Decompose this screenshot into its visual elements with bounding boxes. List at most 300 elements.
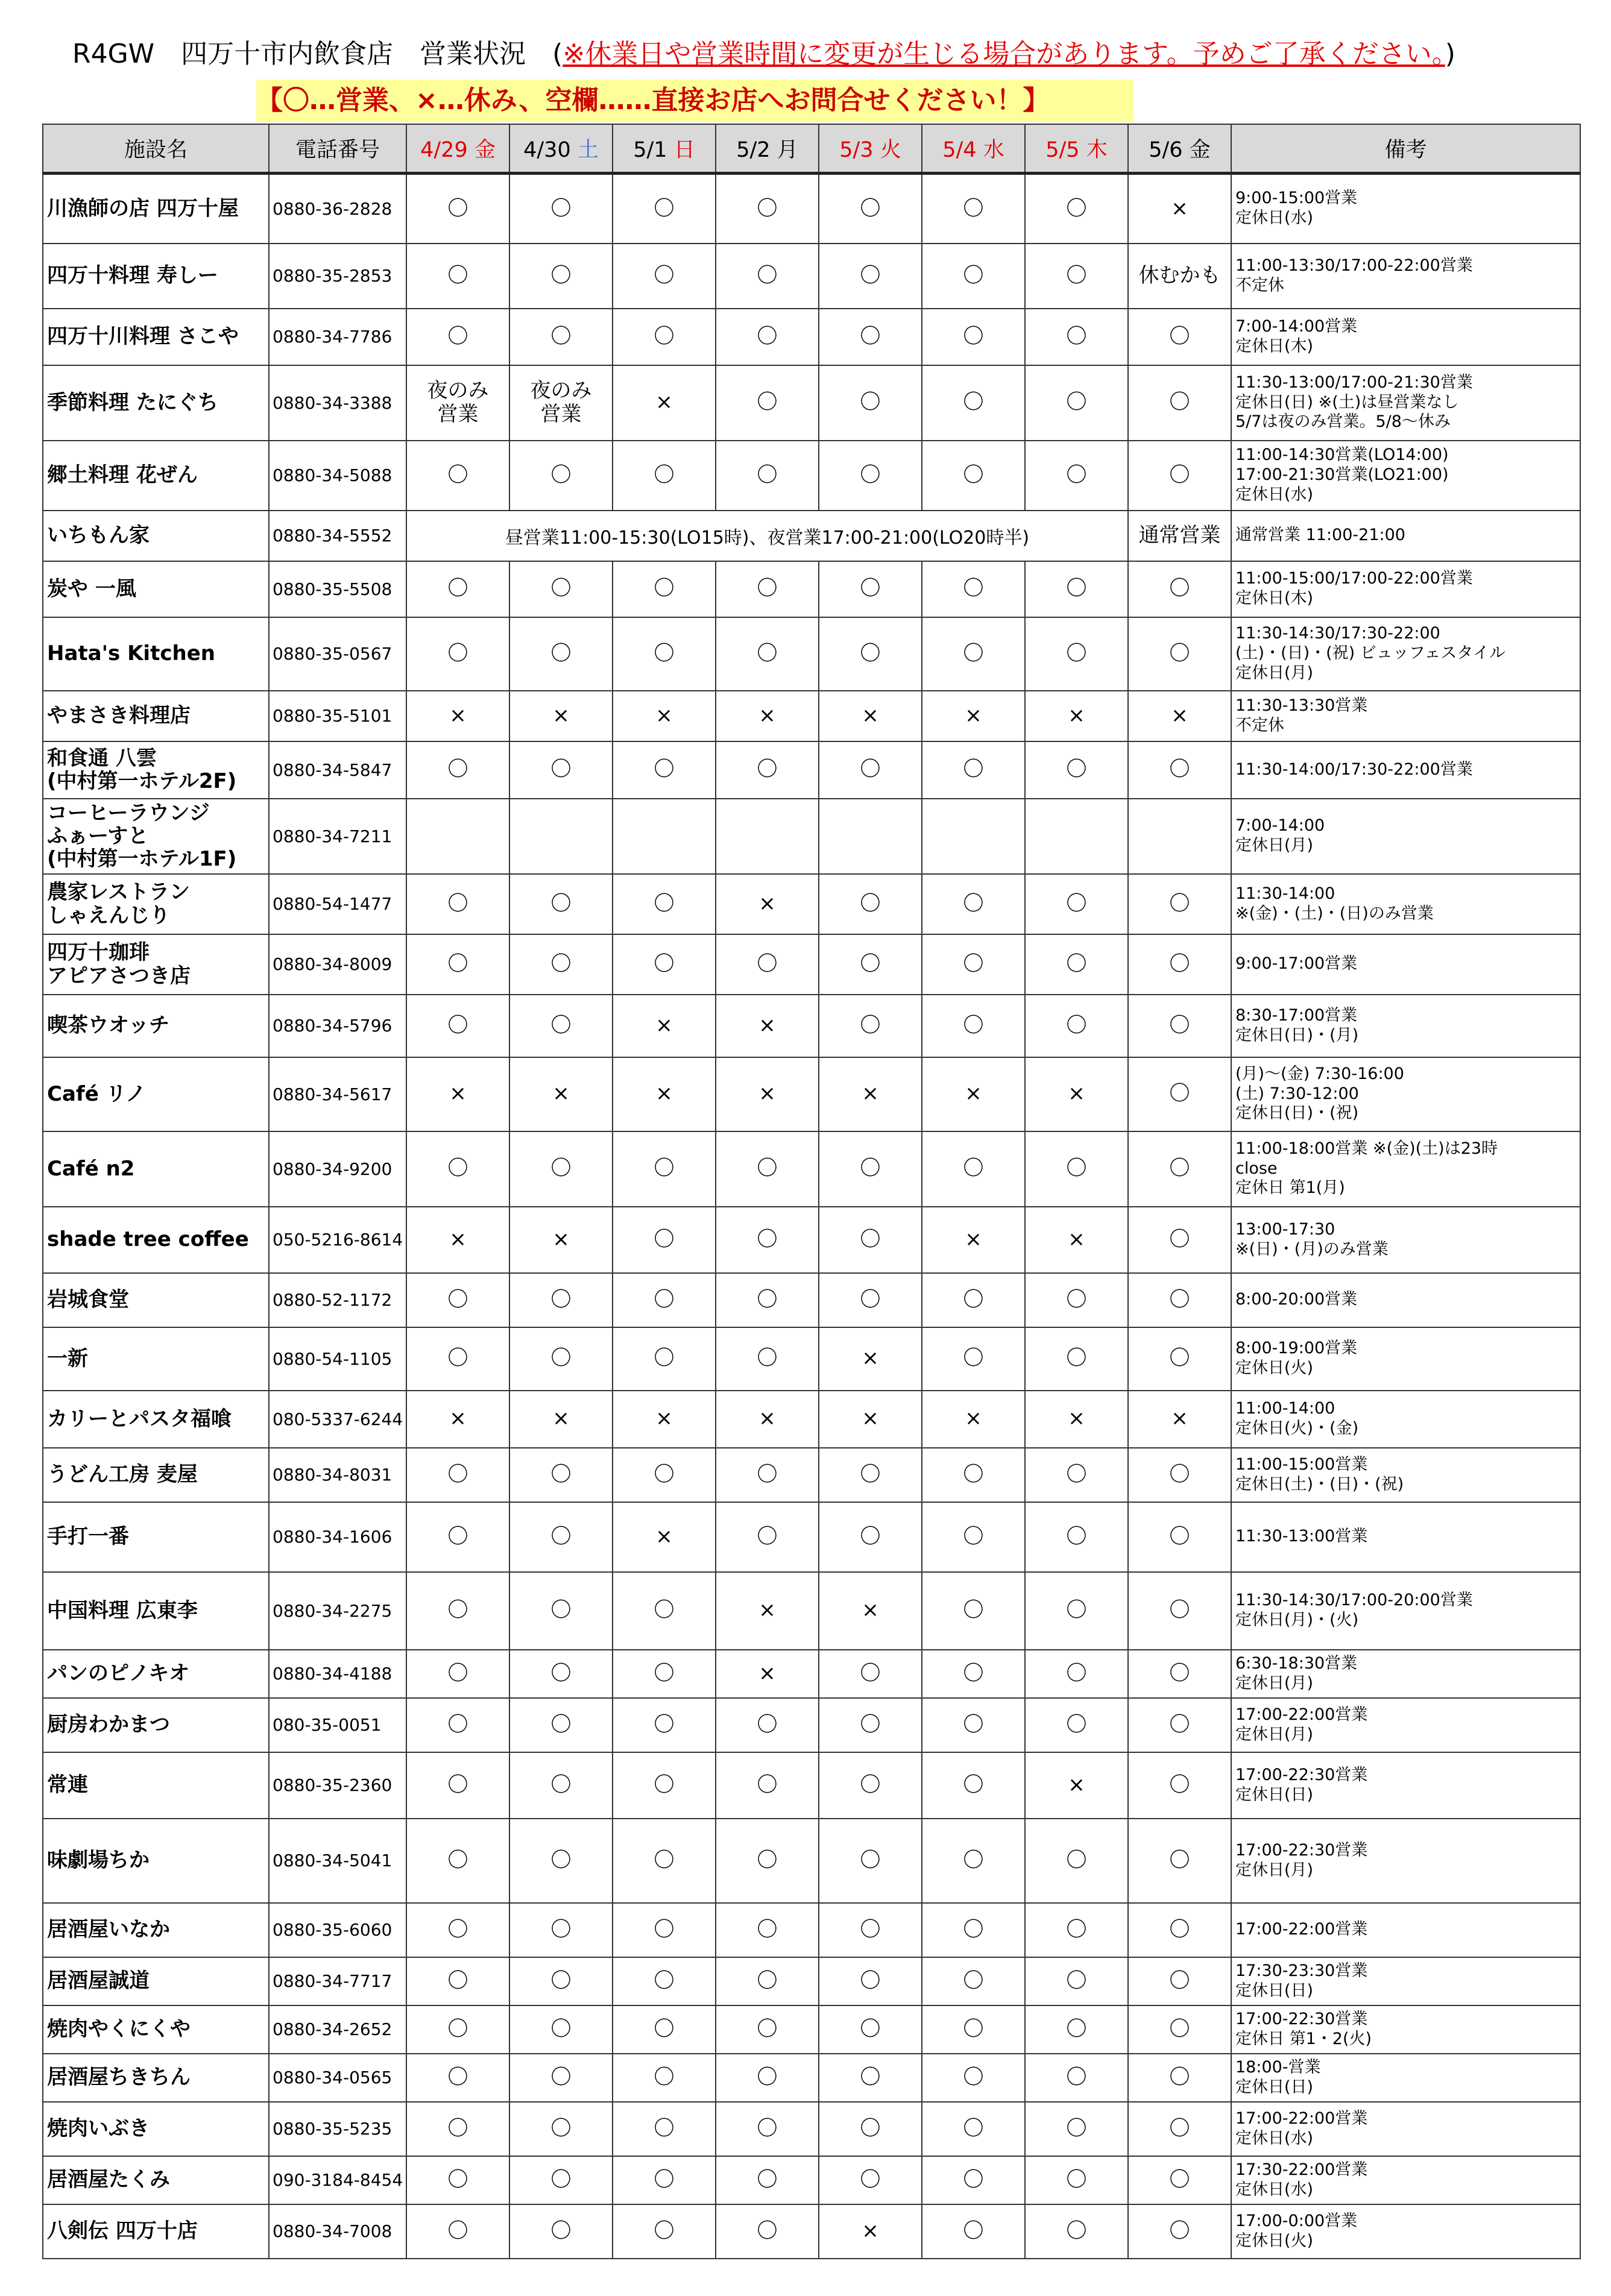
day-status: [406, 799, 509, 874]
store-name: いちもん家: [43, 511, 269, 561]
day-status: [1128, 799, 1231, 874]
day-status: 〇: [509, 1698, 613, 1752]
phone-number: 0880-34-5847: [269, 741, 406, 799]
phone-number: 0880-34-2275: [269, 1572, 406, 1650]
table-row: [43, 741, 1580, 799]
header-day-date: 5/1: [633, 138, 667, 162]
day-status: 〇: [613, 2054, 716, 2102]
store-name: 味劇場ちか: [43, 1819, 269, 1903]
day-status: 〇: [716, 1819, 819, 1903]
day-status: 〇: [613, 1131, 716, 1207]
day-status: 〇: [1128, 2102, 1231, 2156]
day-status: 〇: [406, 741, 509, 799]
day-status: ×: [1128, 691, 1231, 741]
day-status: 〇: [1025, 1957, 1128, 2005]
day-status: ×: [406, 1391, 509, 1448]
store-note: 11:30-14:30/17:30-22:00 (土)・(日)・(祝) ビュッフェスタイル 定休日(月): [1231, 617, 1580, 691]
header-day-7: [1025, 124, 1128, 174]
day-status: 〇: [509, 1327, 613, 1391]
day-status: 〇: [819, 1957, 922, 2005]
day-status: ×: [716, 1572, 819, 1650]
day-status: 〇: [1025, 1650, 1128, 1698]
title-warning: ※休業日や営業時間に変更が生じる場合があります。予めご了承ください。: [563, 39, 1445, 69]
day-status: 〇: [406, 1650, 509, 1698]
day-status: ×: [1025, 1391, 1128, 1448]
day-status: ×: [1025, 1057, 1128, 1131]
day-status: 〇: [406, 2102, 509, 2156]
day-status: 〇: [716, 741, 819, 799]
header-day-8: [1128, 124, 1231, 174]
day-status: 〇: [922, 617, 1025, 691]
day-status: 〇: [1128, 1057, 1231, 1131]
day-status: [716, 799, 819, 874]
day-status: 〇: [922, 2005, 1025, 2054]
header-day-dow: 月: [777, 138, 798, 162]
day-status: 〇: [613, 1957, 716, 2005]
day-status: 〇: [613, 309, 716, 365]
store-note: 11:00-15:00/17:00-22:00営業 定休日(木): [1231, 561, 1580, 617]
day-status: 〇: [613, 174, 716, 244]
day-status: 〇: [509, 441, 613, 511]
table-row: [43, 2156, 1580, 2204]
day-status: 〇: [1025, 1698, 1128, 1752]
table-row: [43, 174, 1580, 244]
day-status: ×: [1128, 1391, 1231, 1448]
day-status: 〇: [819, 741, 922, 799]
day-status: 〇: [406, 874, 509, 934]
day-status: [509, 799, 613, 874]
day-status: ×: [509, 1057, 613, 1131]
table-row: [43, 511, 1580, 561]
day-status: 休むかも: [1128, 244, 1231, 309]
day-status: 〇: [716, 1273, 819, 1327]
day-status: 〇: [613, 2204, 716, 2259]
table-row: [43, 1273, 1580, 1327]
day-status: 〇: [509, 2156, 613, 2204]
day-status: 〇: [613, 934, 716, 995]
day-status: 〇: [1025, 741, 1128, 799]
day-status: ×: [819, 1057, 922, 1131]
day-status: 〇: [716, 617, 819, 691]
day-status: ×: [922, 1391, 1025, 1448]
phone-number: 080-5337-6244: [269, 1391, 406, 1448]
day-status: 〇: [406, 1502, 509, 1572]
table-row: [43, 1572, 1580, 1650]
day-status: 〇: [922, 1819, 1025, 1903]
phone-number: 0880-54-1477: [269, 874, 406, 934]
day-status: 〇: [1128, 365, 1231, 441]
store-name: 季節料理 たにぐち: [43, 365, 269, 441]
day-status: 〇: [1025, 995, 1128, 1057]
day-status: 〇: [1128, 1327, 1231, 1391]
phone-number: 0880-34-5617: [269, 1057, 406, 1131]
store-name: 中国料理 広東李: [43, 1572, 269, 1650]
day-status: 〇: [613, 561, 716, 617]
day-status: 〇: [1025, 244, 1128, 309]
day-status: ×: [406, 1057, 509, 1131]
day-status: 〇: [406, 1572, 509, 1650]
table-row: [43, 365, 1580, 441]
header-day-dow: 土: [577, 138, 599, 162]
header-day-date: 4/30: [523, 138, 571, 162]
phone-number: 0880-35-5101: [269, 691, 406, 741]
phone-number: 0880-34-2652: [269, 2005, 406, 2054]
day-status: 〇: [922, 2102, 1025, 2156]
store-note: 通常営業 11:00-21:00: [1231, 511, 1580, 561]
header-day-date: 5/6: [1149, 138, 1183, 162]
day-status: 〇: [406, 934, 509, 995]
day-status: [922, 799, 1025, 874]
day-status: 〇: [509, 934, 613, 995]
store-note: 8:00-19:00営業 定休日(火): [1231, 1327, 1580, 1391]
day-status: 〇: [1128, 309, 1231, 365]
day-status: 〇: [509, 2204, 613, 2259]
phone-number: 0880-35-5235: [269, 2102, 406, 2156]
day-status: 〇: [819, 1650, 922, 1698]
day-status: 〇: [1025, 617, 1128, 691]
day-status: 〇: [406, 174, 509, 244]
store-note: 13:00-17:30 ※(日)・(月)のみ営業: [1231, 1207, 1580, 1273]
phone-number: 0880-34-8031: [269, 1448, 406, 1502]
header-day-date: 5/2: [736, 138, 771, 162]
day-status: 〇: [406, 617, 509, 691]
table-row: [43, 617, 1580, 691]
day-status: 〇: [406, 244, 509, 309]
store-note: 17:00-22:30営業 定休日(日): [1231, 1752, 1580, 1819]
day-status: 〇: [716, 1207, 819, 1273]
day-status: ×: [819, 1391, 922, 1448]
table-row: [43, 2204, 1580, 2259]
day-status: 〇: [819, 1903, 922, 1957]
phone-number: 0880-34-5088: [269, 441, 406, 511]
store-name: 四万十料理 寿しー: [43, 244, 269, 309]
header-name: 施設名: [43, 124, 269, 174]
header-day-dow: 金: [1189, 138, 1211, 162]
day-status: 〇: [613, 874, 716, 934]
store-note: 9:00-17:00営業: [1231, 934, 1580, 995]
header-row: [43, 124, 1580, 174]
day-status: 〇: [509, 1131, 613, 1207]
day-status: 〇: [819, 2102, 922, 2156]
day-status: ×: [1128, 174, 1231, 244]
store-name: 一新: [43, 1327, 269, 1391]
day-status: 〇: [1128, 1752, 1231, 1819]
day-status: 〇: [613, 617, 716, 691]
phone-number: 0880-34-7786: [269, 309, 406, 365]
phone-number: 090-3184-8454: [269, 2156, 406, 2204]
header-day-date: 5/4: [942, 138, 977, 162]
store-note: (月)～(金) 7:30-16:00 (土) 7:30-12:00 定休日(日)・(祝): [1231, 1057, 1580, 1131]
day-status: 〇: [1128, 874, 1231, 934]
table-row: [43, 1502, 1580, 1572]
day-status: ×: [716, 874, 819, 934]
day-status: 〇: [716, 1752, 819, 1819]
day-status: 通常営業: [1128, 511, 1231, 561]
store-name: 喫茶ウオッチ: [43, 995, 269, 1057]
store-note: 17:00-0:00営業 定休日(火): [1231, 2204, 1580, 2259]
day-status: ×: [613, 691, 716, 741]
header-day-1: [406, 124, 509, 174]
day-status: 〇: [1128, 741, 1231, 799]
day-status: ×: [819, 1572, 922, 1650]
day-status: 〇: [1025, 934, 1128, 995]
day-status: 〇: [406, 1131, 509, 1207]
day-status: 〇: [922, 1273, 1025, 1327]
day-status: [1025, 799, 1128, 874]
day-status: 〇: [613, 244, 716, 309]
store-note: 18:00-営業 定休日(日): [1231, 2054, 1580, 2102]
day-status: 〇: [716, 441, 819, 511]
day-status: 〇: [613, 1572, 716, 1650]
phone-number: 0880-35-2853: [269, 244, 406, 309]
day-status: 〇: [819, 174, 922, 244]
day-status: ×: [613, 365, 716, 441]
legend-banner: 【〇…営業、×…休み、空欄……直接お店へお問合せください！】: [256, 80, 1133, 122]
header-day-dow: 金: [474, 138, 496, 162]
store-name: Hata's Kitchen: [43, 617, 269, 691]
day-status: 〇: [716, 1448, 819, 1502]
store-note: 7:00-14:00営業 定休日(木): [1231, 309, 1580, 365]
day-status: 〇: [819, 1752, 922, 1819]
day-status: 〇: [406, 1819, 509, 1903]
day-status: 〇: [819, 1502, 922, 1572]
day-status: 〇: [922, 1903, 1025, 1957]
header-day-dow: 日: [673, 138, 695, 162]
table-body: [43, 174, 1580, 2259]
day-status: 〇: [509, 617, 613, 691]
day-status: 〇: [509, 1819, 613, 1903]
phone-number: 0880-36-2828: [269, 174, 406, 244]
day-status: 〇: [613, 1448, 716, 1502]
header-day-2: [509, 124, 613, 174]
store-name: shade tree coffee: [43, 1207, 269, 1273]
day-status: [613, 799, 716, 874]
phone-number: 0880-54-1105: [269, 1327, 406, 1391]
day-status: 〇: [1128, 1903, 1231, 1957]
store-name: 岩城食堂: [43, 1273, 269, 1327]
store-note: 17:00-22:00営業 定休日(水): [1231, 2102, 1580, 2156]
day-status: ×: [716, 1057, 819, 1131]
day-status: 〇: [1128, 1448, 1231, 1502]
store-name: やまさき料理店: [43, 691, 269, 741]
table-row: [43, 309, 1580, 365]
day-status: 〇: [406, 2204, 509, 2259]
phone-number: 050-5216-8614: [269, 1207, 406, 1273]
day-status: 〇: [509, 1752, 613, 1819]
day-status: 〇: [819, 874, 922, 934]
day-status: ×: [509, 691, 613, 741]
day-status: 〇: [1025, 1502, 1128, 1572]
table-row: [43, 441, 1580, 511]
day-status: 〇: [509, 1957, 613, 2005]
phone-number: 0880-34-3388: [269, 365, 406, 441]
day-status: 〇: [819, 365, 922, 441]
store-name: 居酒屋ちきちん: [43, 2054, 269, 2102]
store-note: 11:30-14:00 ※(金)・(土)・(日)のみ営業: [1231, 874, 1580, 934]
day-status: 〇: [613, 1327, 716, 1391]
day-status: 〇: [922, 561, 1025, 617]
day-status: 〇: [613, 2005, 716, 2054]
phone-number: 0880-52-1172: [269, 1273, 406, 1327]
phone-number: 0880-34-0565: [269, 2054, 406, 2102]
day-status: 〇: [406, 2005, 509, 2054]
store-note: 11:30-13:00/17:00-21:30営業 定休日(日) ※(土)は昼営業なし 5/7は夜のみ営業。5/8～休み: [1231, 365, 1580, 441]
header-day-dow: 火: [880, 138, 901, 162]
day-status: 〇: [716, 1903, 819, 1957]
day-status: 〇: [1128, 2156, 1231, 2204]
store-name: 常連: [43, 1752, 269, 1819]
store-name: カリーとパスタ福喰: [43, 1391, 269, 1448]
header-day-4: [716, 124, 819, 174]
merged-hours: 昼営業11:00-15:30(LO15時)、夜営業17:00-21:00(LO20時半): [406, 511, 1128, 561]
store-note: 11:00-14:00 定休日(火)・(金): [1231, 1391, 1580, 1448]
store-name: 厨房わかまつ: [43, 1698, 269, 1752]
day-status: 〇: [1128, 1819, 1231, 1903]
day-status: 〇: [406, 1327, 509, 1391]
store-name: 川漁師の店 四万十屋: [43, 174, 269, 244]
table-row: [43, 2005, 1580, 2054]
day-status: 夜のみ 営業: [509, 365, 613, 441]
day-status: 〇: [1128, 1207, 1231, 1273]
table-row: [43, 1131, 1580, 1207]
day-status: 〇: [1128, 1957, 1231, 2005]
table-row: [43, 691, 1580, 741]
store-note: 7:00-14:00 定休日(月): [1231, 799, 1580, 874]
day-status: 〇: [716, 2156, 819, 2204]
day-status: 〇: [1025, 1131, 1128, 1207]
store-name: パンのピノキオ: [43, 1650, 269, 1698]
phone-number: 0880-35-5508: [269, 561, 406, 617]
day-status: 〇: [1128, 1650, 1231, 1698]
day-status: 〇: [406, 1752, 509, 1819]
table-row: [43, 995, 1580, 1057]
store-name: 居酒屋誠道: [43, 1957, 269, 2005]
store-name: 焼肉やくにくや: [43, 2005, 269, 2054]
store-name: 八剣伝 四万十店: [43, 2204, 269, 2259]
header-day-6: [922, 124, 1025, 174]
day-status: 〇: [1025, 1903, 1128, 1957]
day-status: 〇: [1128, 2005, 1231, 2054]
day-status: 〇: [922, 934, 1025, 995]
day-status: 〇: [509, 561, 613, 617]
store-note: 9:00-15:00営業 定休日(水): [1231, 174, 1580, 244]
day-status: ×: [406, 691, 509, 741]
day-status: 〇: [509, 1903, 613, 1957]
day-status: 〇: [1128, 995, 1231, 1057]
store-name: 居酒屋たくみ: [43, 2156, 269, 2204]
store-note: 11:30-13:00営業: [1231, 1502, 1580, 1572]
day-status: 〇: [716, 174, 819, 244]
day-status: 〇: [716, 561, 819, 617]
day-status: 〇: [509, 174, 613, 244]
day-status: [819, 799, 922, 874]
day-status: 〇: [406, 561, 509, 617]
day-status: ×: [613, 1502, 716, 1572]
store-note: 6:30-18:30営業 定休日(月): [1231, 1650, 1580, 1698]
day-status: 〇: [716, 934, 819, 995]
phone-number: 0880-34-4188: [269, 1650, 406, 1698]
day-status: 〇: [1128, 561, 1231, 617]
day-status: 〇: [922, 2204, 1025, 2259]
day-status: 〇: [922, 1752, 1025, 1819]
day-status: 〇: [716, 1502, 819, 1572]
day-status: 〇: [1025, 1819, 1128, 1903]
day-status: 〇: [819, 2005, 922, 2054]
day-status: 〇: [1025, 2054, 1128, 2102]
store-note: 8:30-17:00営業 定休日(日)・(月): [1231, 995, 1580, 1057]
header-day-5: [819, 124, 922, 174]
day-status: 〇: [1025, 874, 1128, 934]
day-status: 〇: [922, 2156, 1025, 2204]
table-row: [43, 2102, 1580, 2156]
day-status: 〇: [1128, 934, 1231, 995]
header-day-dow: 木: [1086, 138, 1108, 162]
day-status: 〇: [716, 1327, 819, 1391]
store-name: 手打一番: [43, 1502, 269, 1572]
day-status: 〇: [716, 309, 819, 365]
day-status: 〇: [922, 1572, 1025, 1650]
store-name: うどん工房 麦屋: [43, 1448, 269, 1502]
table-row: [43, 1448, 1580, 1502]
day-status: 〇: [613, 441, 716, 511]
store-note: 11:00-14:30営業(LO14:00) 17:00-21:30営業(LO21:00) 定休日(水): [1231, 441, 1580, 511]
day-status: 〇: [819, 995, 922, 1057]
day-status: 〇: [1025, 1327, 1128, 1391]
store-note: 17:00-22:00営業: [1231, 1903, 1580, 1957]
day-status: 〇: [819, 2156, 922, 2204]
day-status: ×: [922, 691, 1025, 741]
day-status: 〇: [1128, 2054, 1231, 2102]
day-status: 〇: [406, 1698, 509, 1752]
day-status: 〇: [1128, 1572, 1231, 1650]
table-row: [43, 1819, 1580, 1903]
day-status: 〇: [613, 1273, 716, 1327]
store-name: 四万十珈琲 アピアさつき店: [43, 934, 269, 995]
day-status: 〇: [922, 2054, 1025, 2102]
header-tel: 電話番号: [269, 124, 406, 174]
day-status: 〇: [509, 1273, 613, 1327]
day-status: 〇: [922, 441, 1025, 511]
store-note: 17:00-22:00営業 定休日(月): [1231, 1698, 1580, 1752]
day-status: 〇: [716, 365, 819, 441]
day-status: 〇: [819, 561, 922, 617]
store-note: 11:00-18:00営業 ※(金)(土)は23時 close 定休日 第1(月): [1231, 1131, 1580, 1207]
day-status: 〇: [509, 1572, 613, 1650]
phone-number: 0880-34-5041: [269, 1819, 406, 1903]
day-status: 〇: [406, 995, 509, 1057]
day-status: 〇: [819, 1207, 922, 1273]
table-row: [43, 1698, 1580, 1752]
phone-number: 0880-35-2360: [269, 1752, 406, 1819]
table-row: [43, 561, 1580, 617]
day-status: ×: [1025, 1752, 1128, 1819]
day-status: 〇: [819, 309, 922, 365]
day-status: 〇: [1025, 2204, 1128, 2259]
phone-number: 0880-34-1606: [269, 1502, 406, 1572]
day-status: 〇: [1025, 365, 1128, 441]
day-status: ×: [819, 1327, 922, 1391]
day-status: 〇: [922, 1131, 1025, 1207]
header-notes: 備考: [1231, 124, 1580, 174]
day-status: 夜のみ 営業: [406, 365, 509, 441]
day-status: 〇: [1128, 1273, 1231, 1327]
store-name: 炭や 一風: [43, 561, 269, 617]
day-status: 〇: [1025, 2102, 1128, 2156]
day-status: 〇: [1025, 2005, 1128, 2054]
header-day-date: 5/3: [839, 138, 874, 162]
store-note: 17:30-22:00営業 定休日(水): [1231, 2156, 1580, 2204]
day-status: 〇: [509, 2102, 613, 2156]
